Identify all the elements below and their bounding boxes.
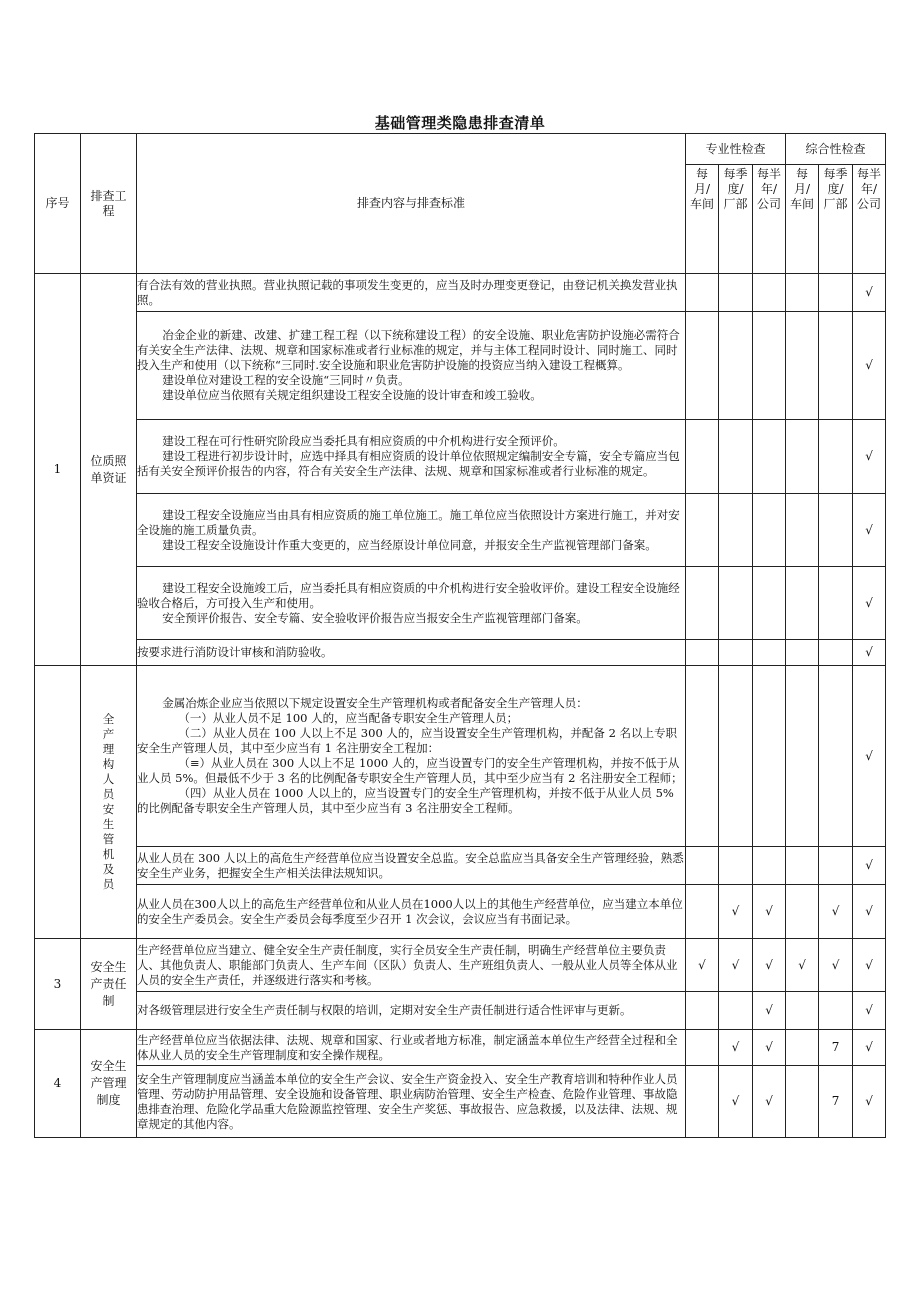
empty-check-cell (786, 666, 819, 847)
empty-check-cell (786, 1066, 819, 1138)
check-mark: √ (819, 939, 853, 992)
inspection-criteria (137, 939, 686, 992)
header-freq-5 (853, 165, 886, 274)
empty-check-cell (819, 992, 853, 1030)
empty-check-cell (786, 885, 819, 939)
table-row (35, 494, 886, 567)
criteria-paragraph: 建设工程安全设施竣工后，应当委托具有相应资质的中介机构进行安全验收评价。建设工程安全设施经验收合格后，方可投入生产和使用。 (137, 580, 680, 610)
check-mark: √ (853, 885, 886, 939)
header-freq-label: 每月/车间 (689, 167, 714, 211)
criteria-paragraph: 建设单位应当依照有关规定组织建设工程安全设施的设计审查和竣工验收。 (162, 388, 542, 402)
section-name: 安全生产管理制度 (90, 1059, 127, 1107)
empty-check-cell (819, 666, 853, 847)
header-project-text: 排查工程 (90, 188, 127, 218)
criteria-paragraph: 建设单位对建设工程的安全设施“三同时〃负责。 (162, 373, 410, 387)
empty-check-cell (686, 567, 719, 640)
criteria-paragraph: （四）从业人员在 1000 人以上的，应当设置专门的安全生产管理机构，并按不低于从业人员 5%的比例配备专职安全生产管理人员，其中至少应当有 3 名注册安全工程师。 (137, 786, 674, 815)
header-freq-label: 每季度/厂部 (823, 167, 848, 211)
criteria-paragraph: 安全生产管理制度应当涵盖本单位的安全生产会议、安全生产资金投入、安全生产教育培训和特种作业人员管理、劳动防护用品管理、安全设施和设备管理、职业病防治管理、安全生产检查、危险作业管理、事故隐患排查治理、危险化学品重大危险源监控管理、安全生产奖惩、事故报告、应急救援，以及法律、法规、规章规定的其他内容。 (137, 1071, 678, 1131)
empty-check-cell (786, 640, 819, 666)
empty-check-cell (719, 420, 753, 494)
empty-check-cell (753, 274, 786, 312)
check-mark: √ (753, 1066, 786, 1138)
section-number: 4 (35, 1030, 81, 1138)
inspection-criteria (137, 420, 686, 494)
empty-check-cell (686, 312, 719, 420)
header-freq-label: 每半年/公司 (757, 167, 782, 211)
inspection-criteria (137, 1030, 686, 1066)
table-row (35, 420, 886, 494)
check-mark: √ (686, 939, 719, 992)
header-freq-label: 每月/车间 (790, 167, 815, 211)
inspection-criteria (137, 494, 686, 567)
inspection-criteria (137, 274, 686, 312)
empty-check-cell (719, 274, 753, 312)
empty-check-cell (753, 567, 786, 640)
table-row (35, 1030, 886, 1066)
check-mark: √ (819, 885, 853, 939)
document-title: 基础管理类隐患排查清单 (374, 114, 546, 132)
inspection-criteria (137, 885, 686, 939)
criteria-paragraph: 对各级管理层进行安全生产责任制与权限的培训，定期对安全生产责任制进行适合性评审与更新。 (137, 1003, 632, 1017)
table-row (35, 312, 886, 420)
criteria-paragraph: 生产经营单位应当建立、健全安全生产责任制度，实行全员安全生产责任制，明确生产经营单位主要负责人、其他负责人、职能部门负责人、生产车间（区队）负责人、生产班组负责人、一般从业人员等全体从业人员的安全生产责任，并逐级进行落实和考核。 (137, 942, 678, 987)
table-row (35, 274, 886, 312)
empty-check-cell (719, 847, 753, 885)
criteria-paragraph: 有合法有效的营业执照。营业执照记载的事项发生变更的，应当及时办理变更登记，由登记机关换发营业执照。 (137, 277, 678, 307)
empty-check-cell (786, 312, 819, 420)
empty-check-cell (753, 640, 786, 666)
empty-check-cell (686, 1030, 719, 1066)
inspection-criteria (137, 992, 686, 1030)
check-mark: √ (853, 420, 886, 494)
table-row (35, 640, 886, 666)
empty-check-cell (686, 640, 719, 666)
inspection-criteria (137, 666, 686, 847)
section-name-cell (81, 939, 137, 1030)
header-freq-label: 每半年/公司 (857, 167, 882, 211)
table-row (35, 847, 886, 885)
criteria-paragraph: 按要求进行消防设计审核和消防验收。 (137, 645, 333, 659)
check-mark: √ (853, 1030, 886, 1066)
section-name: 全产理构人员安生管机及员 (102, 712, 115, 891)
empty-check-cell (719, 312, 753, 420)
check-mark: √ (853, 567, 886, 640)
header-freq-0 (686, 165, 719, 274)
header-freq-2 (753, 165, 786, 274)
check-mark: √ (719, 1066, 753, 1138)
check-mark: √ (853, 847, 886, 885)
header-freq-4 (819, 165, 853, 274)
check-mark: √ (853, 666, 886, 847)
check-mark: √ (719, 1030, 753, 1066)
criteria-paragraph: 生产经营单位应当依据法律、法规、规章和国家、行业或者地方标准，制定涵盖本单位生产经营全过程和全体从业人员的安全生产管理制度和安全操作规程。 (137, 1032, 678, 1062)
check-mark: √ (786, 939, 819, 992)
inspection-criteria (137, 847, 686, 885)
section-number: 1 (35, 274, 81, 666)
empty-check-cell (686, 494, 719, 567)
criteria-paragraph: 从业人员在300人以上的高危生产经营单位和从业人员在1000人以上的其他生产经营单位，应当建立本单位的安全生产委员会。安全生产委员会每季度至少召开 1 次会议，会议应当有书面记录。 (137, 896, 683, 926)
empty-check-cell (786, 420, 819, 494)
empty-check-cell (786, 1030, 819, 1066)
header-freq-1 (719, 165, 753, 274)
check-mark: √ (853, 274, 886, 312)
header-seq: 序号 (35, 134, 81, 274)
check-mark: √ (753, 1030, 786, 1066)
check-mark: √ (853, 939, 886, 992)
empty-check-cell (819, 494, 853, 567)
table-row (35, 1066, 886, 1138)
check-mark: √ (853, 992, 886, 1030)
check-mark: √ (719, 939, 753, 992)
empty-check-cell (719, 640, 753, 666)
criteria-paragraph: 建设工程安全设施应当由具有相应资质的施工单位施工。施工单位应当依照设计方案进行施工，并对安全设施的施工质量负责。 (137, 507, 680, 537)
empty-check-cell (686, 420, 719, 494)
section-number (35, 666, 81, 939)
section-name: 位质照单资证 (90, 453, 127, 485)
criteria-paragraph: 建设工程在可行性研究阶段应当委托具有相应资质的中介机构进行安全预评价。 (162, 434, 565, 448)
inspection-criteria (137, 312, 686, 420)
criteria-paragraph: 建设工程安全设施设计作重大变更的，应当经原设计单位同意，并报安全生产监视管理部门备案。 (162, 537, 657, 552)
criteria-paragraph: （二）从业人员在 100 人以上不足 300 人的，应当设置安全生产管理机构，并配备 2 名以上专职安全生产管理人员，其中至少应当有 1 名注册安全工程加： (137, 726, 678, 755)
empty-check-cell (753, 312, 786, 420)
check-mark: √ (853, 640, 886, 666)
criteria-paragraph: 金属冶炼企业应当依照以下规定设置安全生产管理机构或者配备安全生产管理人员： (162, 696, 588, 710)
empty-check-cell (753, 847, 786, 885)
inspection-criteria (137, 640, 686, 666)
criteria-paragraph: 建设工程进行初步设计时，应选中择具有相应资质的设计单位依照规定编制安全专篇，安全专篇应当包括有关安全预评价报告的内容，符合有关安全生产法律、法规、规章和国家标准或者行业标准的规定。 (137, 449, 680, 478)
empty-check-cell (786, 494, 819, 567)
section-name-cell (81, 274, 137, 666)
header-project (81, 134, 137, 274)
empty-check-cell (819, 847, 853, 885)
check-mark: √ (753, 939, 786, 992)
check-mark: √ (753, 885, 786, 939)
empty-check-cell (753, 420, 786, 494)
empty-check-cell (819, 420, 853, 494)
check-mark: √ (853, 312, 886, 420)
check-mark: √ (853, 494, 886, 567)
criteria-paragraph: （一）从业人员不足 100 人的，应当配备专职安全生产管理人员； (178, 711, 519, 725)
empty-check-cell (786, 567, 819, 640)
header-freq-3 (786, 165, 819, 274)
empty-check-cell (786, 847, 819, 885)
table-row (35, 885, 886, 939)
criteria-paragraph: 冶金企业的新建、改建、扩建工程工程（以下统称建设工程）的安全设施、职业危害防护设施必需符合有关安全生产法律、法规、规章和国家标准或者行业标准的规定，并与主体工程同时设计、同时施工、同时投入生产和使用（以下统称“三同时.安全设施和职业危害防护设施的投资应当纳入建设工程概算。 (137, 328, 680, 372)
empty-check-cell (719, 494, 753, 567)
check-mark: 7 (819, 1030, 853, 1066)
empty-check-cell (819, 640, 853, 666)
check-mark: √ (719, 885, 753, 939)
empty-check-cell (686, 992, 719, 1030)
empty-check-cell (753, 666, 786, 847)
criteria-paragraph: （≡）从业人员在 300 人以上不足 1000 人的，应当设置专门的安全生产管理机构，并按不低于从业人员 5%。但最低不少于 3 名的比例配备专职安全生产管理人员，其中至少应当有 2 名注册安全工程师； (137, 756, 683, 785)
empty-check-cell (819, 567, 853, 640)
table-row (35, 992, 886, 1030)
table-row (35, 939, 886, 992)
header-comprehensive-check: 综合性检查 (786, 134, 886, 165)
empty-check-cell (719, 567, 753, 640)
header-freq-label: 每季度/厂部 (723, 167, 748, 211)
inspection-criteria (137, 1066, 686, 1138)
empty-check-cell (686, 847, 719, 885)
check-mark: √ (753, 992, 786, 1030)
table-row (35, 666, 886, 847)
header-content: 排查内容与排查标准 (137, 134, 686, 274)
section-name: 安全生产责任制 (90, 959, 127, 1008)
section-name-cell (81, 1030, 137, 1138)
section-name-cell (81, 666, 137, 939)
inspection-table (34, 133, 886, 1138)
empty-check-cell (786, 992, 819, 1030)
criteria-paragraph: 安全预评价报告、安全专篇、安全验收评价报告应当报安全生产监视管理部门备案。 (162, 610, 588, 625)
empty-check-cell (719, 666, 753, 847)
empty-check-cell (686, 885, 719, 939)
empty-check-cell (719, 992, 753, 1030)
check-mark: √ (853, 1066, 886, 1138)
empty-check-cell (753, 494, 786, 567)
header-professional-check: 专业性检查 (686, 134, 786, 165)
check-mark: 7 (819, 1066, 853, 1138)
empty-check-cell (686, 666, 719, 847)
empty-check-cell (786, 274, 819, 312)
criteria-paragraph: 从业人员在 300 人以上的高危生产经营单位应当设置安全总监。安全总监应当具备安全生产管理经验，熟悉安全生产业务，把握安全生产相关法律法规知识。 (137, 850, 684, 880)
empty-check-cell (686, 274, 719, 312)
section-number: 3 (35, 939, 81, 1030)
empty-check-cell (819, 312, 853, 420)
inspection-criteria (137, 567, 686, 640)
table-row (35, 567, 886, 640)
empty-check-cell (819, 274, 853, 312)
empty-check-cell (686, 1066, 719, 1138)
